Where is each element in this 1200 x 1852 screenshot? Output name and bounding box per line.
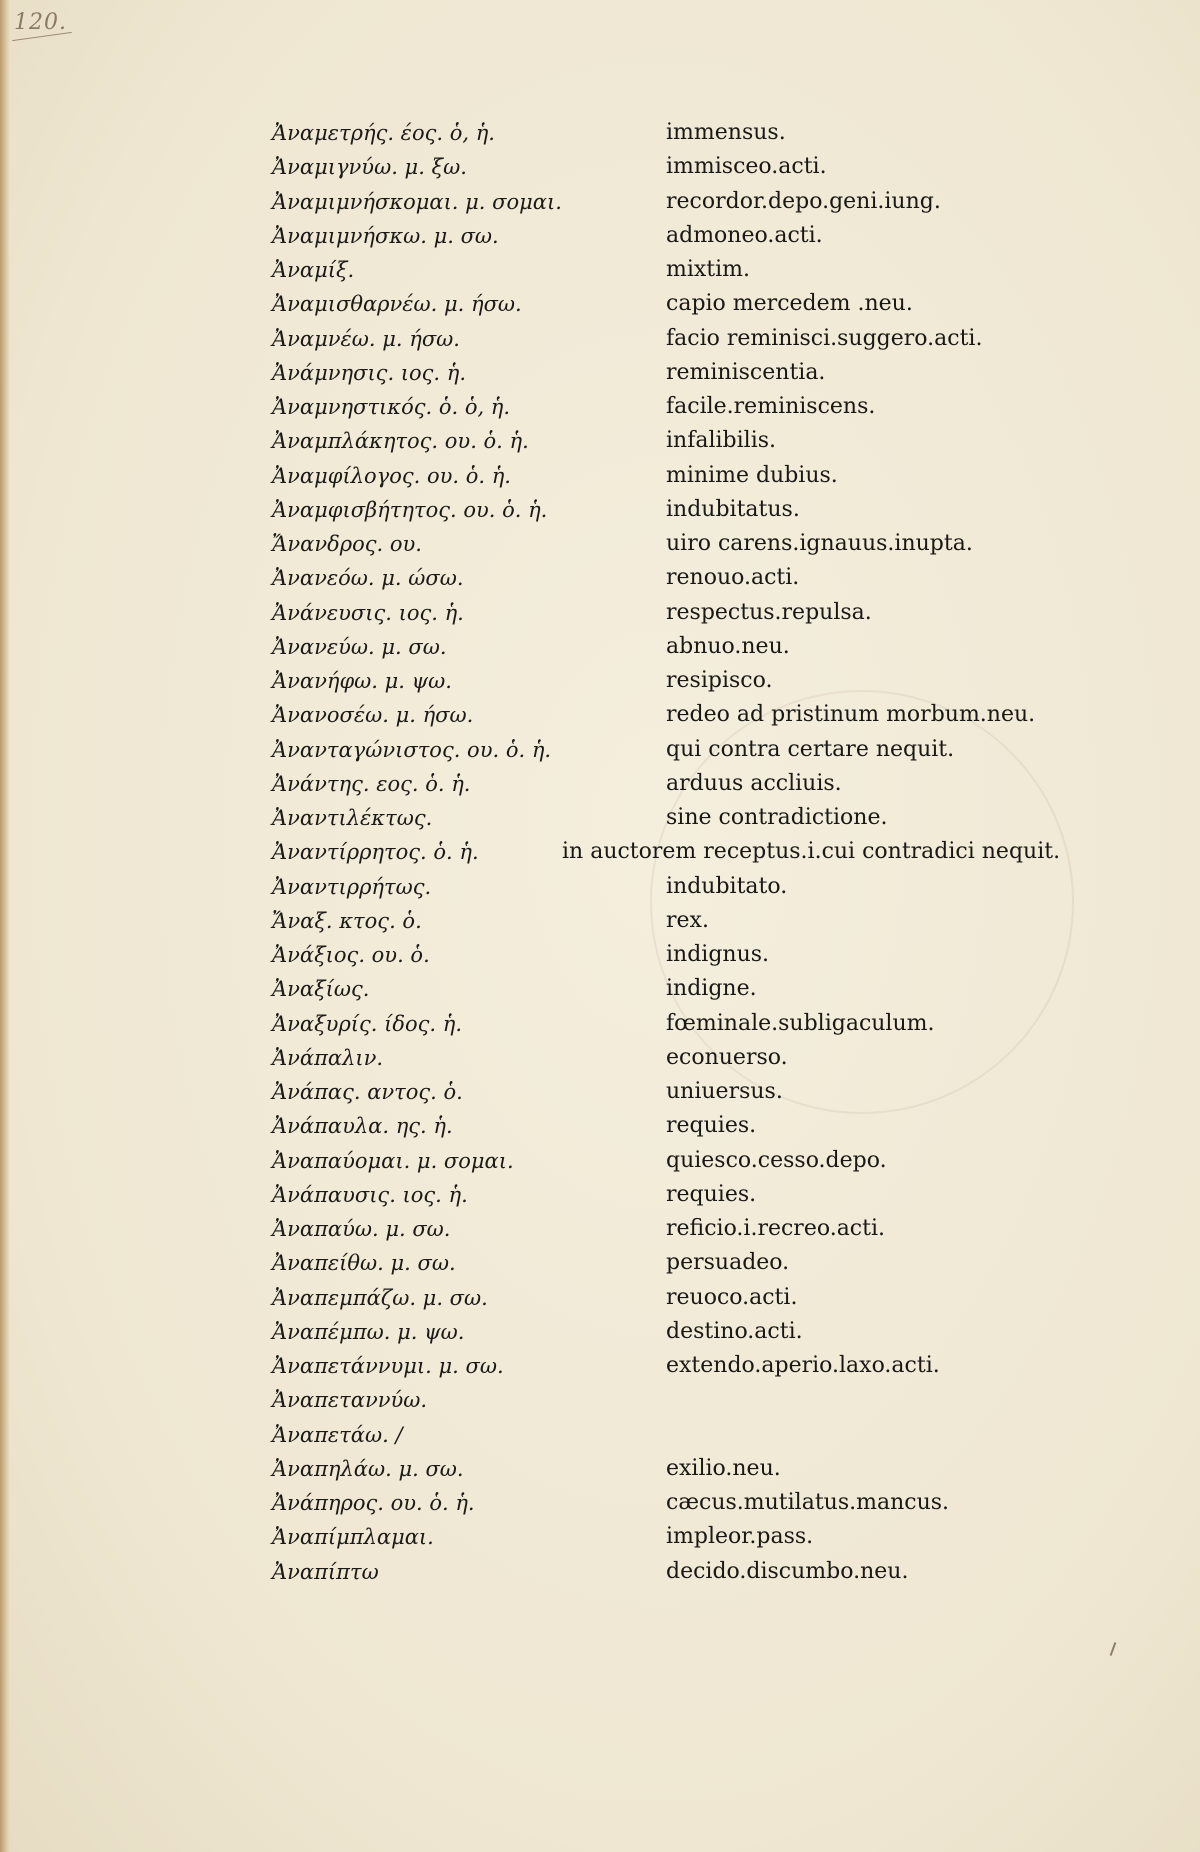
greek-headword: Ἀνανεύω. μ. σω. bbox=[272, 634, 447, 659]
greek-headword: Ἀναπεταννύω. bbox=[272, 1388, 428, 1413]
latin-gloss: reminiscentia. bbox=[666, 359, 826, 385]
greek-headword: Ἀναπαύομαι. μ. σομαι. bbox=[272, 1148, 514, 1173]
greek-headword: Ἀναπαύω. μ. σω. bbox=[272, 1217, 451, 1241]
lexicon-entry bbox=[272, 1488, 1122, 1522]
lexicon-entry bbox=[272, 358, 1122, 392]
lexicon-entry bbox=[272, 1214, 1122, 1248]
lexicon-entry bbox=[272, 1146, 1122, 1180]
greek-headword: Ἀνάπηρος. ου. ὁ. ἡ. bbox=[272, 1491, 475, 1515]
latin-gloss: reuoco.acti. bbox=[666, 1284, 798, 1310]
greek-headword: Ἀναμίξ. bbox=[272, 258, 355, 282]
greek-headword: Ἀνάπαλιν. bbox=[272, 1045, 384, 1070]
lexicon-entry bbox=[272, 1248, 1122, 1282]
lexicon-entry bbox=[272, 735, 1122, 769]
lexicon-entry bbox=[272, 940, 1122, 974]
latin-gloss: qui contra certare nequit. bbox=[666, 736, 955, 762]
latin-gloss: indignus. bbox=[666, 942, 770, 967]
latin-gloss: quiesco.cesso.depo. bbox=[666, 1147, 887, 1173]
greek-headword: Ἀνάνευσις. ιος. ἡ. bbox=[272, 600, 464, 625]
greek-headword: Ἀναπετάω. / bbox=[272, 1422, 403, 1447]
latin-gloss: immisceo.acti. bbox=[666, 154, 827, 180]
greek-headword: Ἀναμνηστικός. ὁ. ὁ, ἡ. bbox=[272, 395, 511, 419]
lexicon-entry bbox=[272, 255, 1122, 289]
lexicon-entry bbox=[272, 906, 1122, 940]
lexicon-entry bbox=[272, 1351, 1122, 1385]
greek-headword: Ἀναμιμνήσκομαι. μ. σομαι. bbox=[272, 189, 562, 214]
lexicon-entry bbox=[272, 1077, 1122, 1111]
greek-headword: Ἄνανδρος. ου. bbox=[272, 532, 422, 556]
lexicon-entry bbox=[272, 324, 1122, 358]
latin-gloss: recordor.depo.geni.iung. bbox=[666, 188, 941, 214]
lexicon-entry bbox=[272, 461, 1122, 495]
lexicon-entry bbox=[272, 289, 1122, 323]
latin-gloss: respectus.repulsa. bbox=[666, 599, 872, 625]
folio-number: 120. bbox=[14, 10, 67, 35]
latin-gloss: admoneo.acti. bbox=[666, 222, 823, 248]
greek-headword: Ἀνάντης. εος. ὁ. ἡ. bbox=[272, 771, 471, 796]
latin-gloss: cæcus.mutilatus.mancus. bbox=[666, 1490, 950, 1515]
greek-headword: Ἀνανταγώνιστος. ου. ὁ. ἡ. bbox=[272, 737, 552, 762]
greek-headword: Ἀνάμνησις. ιος. ἡ. bbox=[272, 360, 467, 385]
latin-gloss: indubitato. bbox=[666, 873, 788, 899]
lexicon-entry bbox=[272, 1317, 1122, 1351]
greek-headword: Ἀνανοσέω. μ. ήσω. bbox=[272, 703, 474, 728]
latin-gloss: sine contradictione. bbox=[666, 805, 888, 830]
page-gutter bbox=[0, 0, 10, 1852]
greek-headword: Ἀναμπλάκητος. ου. ὁ. ἡ. bbox=[272, 429, 529, 454]
latin-gloss: abnuo.neu. bbox=[666, 633, 790, 659]
latin-gloss: resipisco. bbox=[666, 668, 773, 693]
latin-gloss: exilio.neu. bbox=[666, 1455, 781, 1481]
latin-gloss: fœminale.subligaculum. bbox=[666, 1010, 935, 1036]
lexicon-entry bbox=[272, 495, 1122, 529]
greek-headword: Ἀναξίως. bbox=[272, 977, 370, 1002]
greek-headword: Ἀνάπας. αντος. ὁ. bbox=[272, 1080, 463, 1104]
greek-headword: Ἀναντιρρήτως. bbox=[272, 874, 432, 899]
latin-gloss: requies. bbox=[666, 1181, 757, 1207]
latin-gloss: renouo.acti. bbox=[666, 565, 800, 591]
lexicon-entry bbox=[272, 872, 1122, 906]
lexicon-entry bbox=[272, 1043, 1122, 1077]
greek-headword: Ἀναπετάννυμι. μ. σω. bbox=[272, 1354, 504, 1378]
greek-headword: Ἀνάπαυσις. ιος. ἡ. bbox=[272, 1182, 468, 1207]
latin-gloss: immensus. bbox=[666, 120, 786, 145]
latin-gloss: persuadeo. bbox=[666, 1250, 790, 1276]
greek-headword: Ἀνανεόω. μ. ώσω. bbox=[272, 566, 464, 591]
latin-gloss: mixtim. bbox=[666, 257, 751, 282]
lexicon-entry bbox=[272, 392, 1122, 426]
greek-headword: Ἀναπεμπάζω. μ. σω. bbox=[272, 1285, 488, 1310]
greek-headword: Ἀναμφίλογος. ου. ὁ. ἡ. bbox=[272, 463, 511, 488]
greek-headword: Ἀναμνέω. μ. ήσω. bbox=[272, 326, 460, 351]
latin-gloss: indigne. bbox=[666, 976, 757, 1002]
latin-gloss: capio mercedem .neu. bbox=[666, 291, 913, 317]
lexicon-entry bbox=[272, 529, 1122, 563]
greek-headword: Ἀναμετρής. έος. ὁ, ἡ. bbox=[272, 121, 495, 145]
lexicon-entry bbox=[272, 1180, 1122, 1214]
lexicon-entry bbox=[272, 187, 1122, 221]
latin-gloss: infalibilis. bbox=[666, 428, 777, 454]
greek-headword: Ἀναμφισβήτητος. ου. ὁ. ἡ. bbox=[272, 497, 548, 522]
lexicon-entry bbox=[272, 632, 1122, 666]
latin-gloss: facile.reminiscens. bbox=[666, 394, 876, 419]
latin-gloss: extendo.aperio.laxo.acti. bbox=[666, 1353, 940, 1378]
latin-gloss: reficio.i.recreo.acti. bbox=[666, 1216, 886, 1241]
margin-mark bbox=[1110, 1642, 1117, 1656]
greek-headword: Ἀνάπαυλα. ης. ἡ. bbox=[272, 1114, 453, 1139]
latin-gloss: uniuersus. bbox=[666, 1079, 783, 1104]
lexicon-entry bbox=[272, 1557, 1122, 1591]
lexicon-entries bbox=[272, 118, 1122, 1591]
greek-headword: Ἀναντίρρητος. ὁ. ἡ. bbox=[272, 840, 479, 865]
latin-gloss: indubitatus. bbox=[666, 496, 800, 522]
greek-headword: Ἀναπίπτω bbox=[272, 1559, 379, 1584]
lexicon-entry bbox=[272, 1111, 1122, 1145]
greek-headword: Ἀνάξιος. ου. ὁ. bbox=[272, 943, 430, 967]
greek-headword: Ἄναξ. κτος. ὁ. bbox=[272, 908, 422, 933]
lexicon-entry bbox=[272, 700, 1122, 734]
latin-gloss: impleor.pass. bbox=[666, 1524, 814, 1550]
greek-headword: Ἀναξυρίς. ίδος. ἡ. bbox=[272, 1011, 463, 1036]
greek-headword: Ἀναπίμπλαμαι. bbox=[272, 1525, 434, 1550]
lexicon-entry bbox=[272, 1522, 1122, 1556]
lexicon-entry bbox=[272, 152, 1122, 186]
lexicon-entry bbox=[272, 769, 1122, 803]
lexicon-entry bbox=[272, 803, 1122, 837]
greek-headword: Ἀναπέμπω. μ. ψω. bbox=[272, 1319, 465, 1344]
lexicon-entry bbox=[272, 118, 1122, 152]
latin-gloss: requies. bbox=[666, 1113, 757, 1139]
greek-headword: Ἀνανήφω. μ. ψω. bbox=[272, 669, 452, 693]
lexicon-entry bbox=[272, 1454, 1122, 1488]
lexicon-entry bbox=[272, 1283, 1122, 1317]
greek-headword: Ἀναμισθαρνέω. μ. ήσω. bbox=[272, 292, 522, 317]
latin-gloss: econuerso. bbox=[666, 1044, 788, 1070]
greek-headword: Ἀναπείθω. μ. σω. bbox=[272, 1251, 456, 1276]
greek-headword: Ἀναπηλάω. μ. σω. bbox=[272, 1456, 464, 1481]
latin-gloss: facio reminisci.suggero.acti. bbox=[666, 325, 983, 351]
lexicon-entry bbox=[272, 426, 1122, 460]
lexicon-entry bbox=[272, 1420, 1122, 1454]
latin-gloss: in auctorem receptus.i.cui contradici nequit. bbox=[562, 839, 1061, 865]
greek-headword: Ἀναμιμνήσκω. μ. σω. bbox=[272, 223, 499, 248]
latin-gloss: redeo ad pristinum morbum.neu. bbox=[666, 702, 1036, 728]
lexicon-entry bbox=[272, 666, 1122, 700]
latin-gloss: destino.acti. bbox=[666, 1318, 803, 1344]
lexicon-entry bbox=[272, 563, 1122, 597]
lexicon-entry bbox=[272, 1385, 1122, 1419]
greek-headword: Ἀναμιγνύω. μ. ξω. bbox=[272, 155, 467, 180]
greek-headword: Ἀναντιλέκτως. bbox=[272, 806, 433, 830]
latin-gloss: uiro carens.ignauus.inupta. bbox=[666, 531, 973, 556]
lexicon-entry bbox=[272, 1009, 1122, 1043]
lexicon-entry bbox=[272, 221, 1122, 255]
latin-gloss: decido.discumbo.neu. bbox=[666, 1558, 909, 1584]
lexicon-entry bbox=[272, 974, 1122, 1008]
latin-gloss: rex. bbox=[666, 907, 709, 933]
lexicon-entry bbox=[272, 598, 1122, 632]
latin-gloss: arduus accliuis. bbox=[666, 770, 842, 796]
lexicon-entry bbox=[272, 837, 1122, 871]
latin-gloss: minime dubius. bbox=[666, 462, 838, 488]
